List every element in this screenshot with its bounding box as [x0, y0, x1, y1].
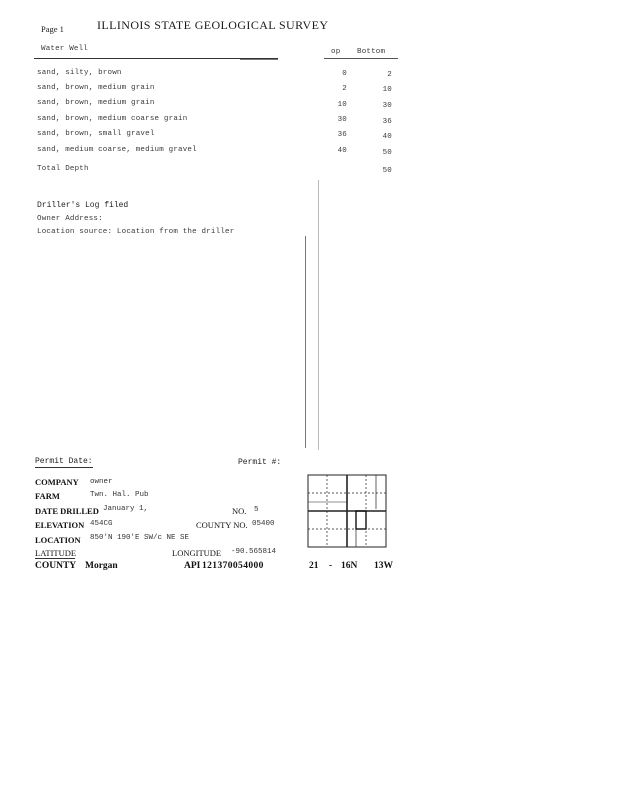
company-label: COMPANY	[35, 477, 79, 487]
elevation-label: ELEVATION	[35, 520, 85, 530]
permit-date-label: Permit Date:	[35, 457, 93, 466]
county-no-value: 05400	[252, 520, 275, 528]
stratum-top: 2	[342, 85, 347, 93]
date-drilled-label: DATE DRILLED	[35, 506, 99, 516]
column-header-bottom: Bottom	[357, 48, 386, 56]
well-number-label: NO.	[232, 506, 247, 516]
county-label: COUNTY	[35, 561, 77, 571]
scan-line	[318, 180, 319, 450]
permit-number-label: Permit #:	[238, 458, 282, 467]
page-number: Page 1	[41, 24, 64, 34]
county-value: Morgan	[85, 561, 118, 571]
section-dash: -	[329, 561, 333, 571]
api-label: API	[184, 561, 201, 571]
stratum-bottom: 10	[382, 86, 392, 94]
page-title: ILLINOIS STATE GEOLOGICAL SURVEY	[97, 18, 329, 32]
stratum-bottom: 50	[382, 149, 392, 157]
column-header-name: Water Well	[41, 45, 89, 53]
scan-line	[305, 236, 306, 448]
permit-date-rule	[35, 467, 93, 468]
farm-label: FARM	[35, 491, 60, 501]
column-header-top: op	[331, 48, 341, 56]
location-value: 850'N 190'E SW/c NE SE	[90, 534, 190, 542]
api-value: 121370054000	[202, 561, 264, 571]
well-location-marker	[356, 511, 366, 529]
header-rule-right	[324, 58, 398, 59]
company-value: owner	[90, 478, 113, 486]
range-value: 13W	[374, 561, 393, 571]
total-depth-label: Total Depth	[37, 165, 89, 173]
date-drilled-value: January 1,	[103, 505, 149, 513]
county-no-label: COUNTY NO.	[196, 520, 248, 530]
stratum-top: 30	[337, 116, 347, 124]
stratum-top: 0	[342, 70, 347, 78]
stratum-top: 10	[337, 101, 347, 109]
stratum-bottom: 36	[382, 118, 392, 126]
drillers-log-note: Driller's Log filed	[37, 201, 129, 210]
owner-address: Owner Address:	[37, 215, 103, 223]
total-depth-value: 50	[382, 167, 392, 175]
longitude-label: LONGITUDE	[172, 548, 222, 558]
stratum-top: 36	[337, 131, 347, 139]
stratum-description: sand, brown, medium coarse grain	[37, 115, 188, 123]
location-source: Location source: Location from the driller	[37, 228, 235, 236]
stratum-bottom: 40	[382, 133, 392, 141]
stratum-description: sand, brown, medium grain	[37, 84, 155, 92]
farm-value: Twn. Hal. Pub	[90, 491, 149, 499]
stratum-description: sand, brown, small gravel	[37, 130, 155, 138]
latitude-label: LATITUDE	[35, 548, 77, 558]
stratum-top: 40	[337, 147, 347, 155]
stratum-description: sand, silty, brown	[37, 69, 122, 77]
section-location-grid	[306, 473, 390, 549]
header-rule-short	[240, 59, 278, 60]
stratum-description: sand, brown, medium grain	[37, 99, 155, 107]
stratum-description: sand, medium coarse, medium gravel	[37, 146, 197, 154]
stratum-bottom: 2	[387, 71, 392, 79]
section-value: 21	[309, 561, 319, 571]
stratum-bottom: 30	[382, 102, 392, 110]
elevation-value: 454CG	[90, 520, 113, 528]
longitude-value: -90.565814	[231, 548, 277, 556]
latitude-rule	[35, 558, 75, 559]
township-value: 16N	[341, 561, 358, 571]
location-label: LOCATION	[35, 535, 81, 545]
well-number-value: 5	[254, 506, 259, 514]
